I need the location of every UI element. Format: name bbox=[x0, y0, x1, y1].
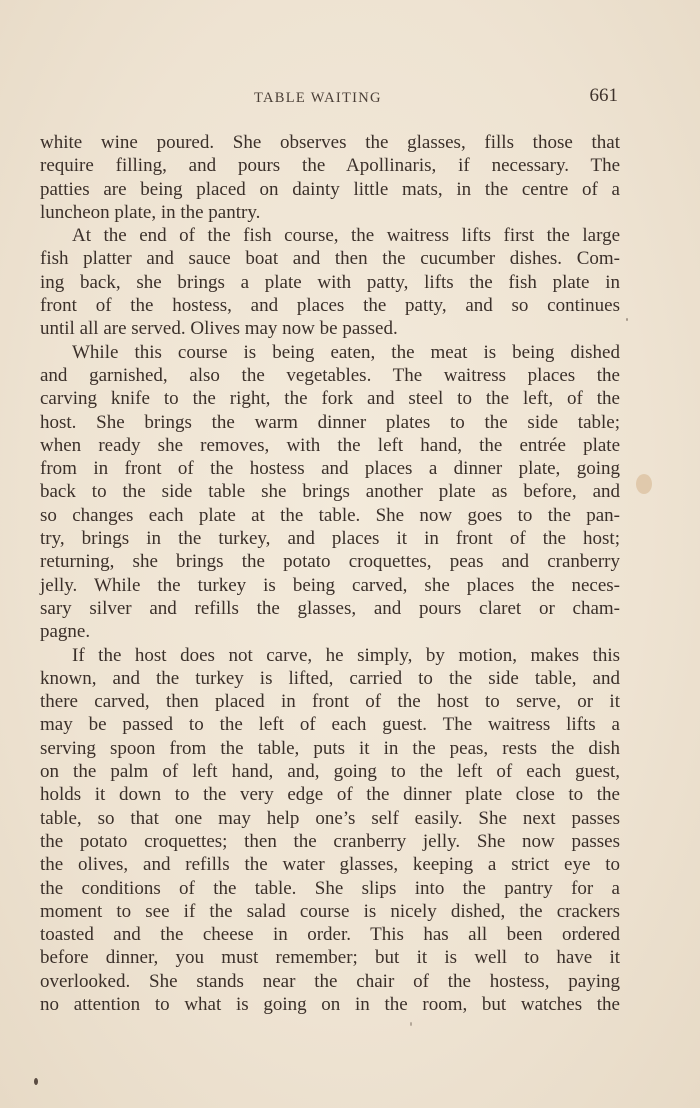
text-line: may be passed to the left of each guest. The waitress lifts a bbox=[40, 714, 620, 736]
text-line: serving spoon from the table, puts it in the peas, rests the dish bbox=[40, 737, 620, 759]
text-line: At the end of the fish course, the waitress lifts first the large bbox=[72, 225, 620, 247]
ink-speck bbox=[626, 318, 628, 321]
text-line: the potato croquettes; then the cranberry jelly. She now passes bbox=[40, 830, 620, 852]
ink-speck bbox=[410, 1022, 412, 1026]
text-line: carving knife to the right, the fork and steel to the left, of the bbox=[40, 388, 620, 410]
text-line: on the palm of left hand, and, going to the left of each guest, bbox=[40, 761, 620, 783]
text-line: and garnished, also the vegetables. The waitress places the bbox=[40, 364, 620, 386]
text-line: host. She brings the warm dinner plates to the side table; bbox=[40, 411, 620, 433]
text-line: While this course is being eaten, the meat is being dished bbox=[72, 341, 620, 363]
text-line: when ready she removes, with the left hand, the entrée plate bbox=[40, 434, 620, 456]
body-text bbox=[40, 131, 620, 1016]
text-line: the olives, and refills the water glasses, keeping a strict eye to bbox=[40, 854, 620, 876]
text-line: white wine poured. She observes the glasses, fills those that bbox=[40, 132, 620, 153]
text-line: jelly. While the turkey is being carved, she places the neces- bbox=[40, 574, 620, 596]
text-line: try, brings in the turkey, and places it in front of the host; bbox=[40, 528, 620, 550]
text-line: overlooked. She stands near the chair of the hostess, paying bbox=[40, 970, 620, 992]
text-line: before dinner, you must remember; but it is well to have it bbox=[40, 947, 620, 969]
text-line: luncheon plate, in the pantry. bbox=[40, 201, 261, 223]
paper-stain bbox=[636, 474, 652, 494]
text-line: toasted and the cheese in order. This has all been ordered bbox=[40, 924, 620, 946]
running-head: TABLE WAITING bbox=[254, 90, 382, 106]
text-line: require filling, and pours the Apollinaris, if necessary. The bbox=[40, 155, 620, 177]
page-number: 661 bbox=[589, 85, 618, 106]
text-line: known, and the turkey is lifted, carried to the side table, and bbox=[40, 667, 620, 689]
text-line: holds it down to the very edge of the dinner plate close to the bbox=[40, 784, 620, 806]
text-line: fish platter and sauce boat and then the cucumber dishes. Com- bbox=[40, 248, 620, 270]
text-line: back to the side table she brings another plate as before, and bbox=[40, 481, 620, 503]
text-line: pagne. bbox=[40, 621, 91, 643]
text-line: sary silver and refills the glasses, and pours claret or cham- bbox=[40, 597, 620, 619]
text-line: the conditions of the table. She slips into the pantry for a bbox=[40, 877, 620, 899]
text-line: there carved, then placed in front of the host to serve, or it bbox=[40, 691, 620, 713]
text-line: moment to see if the salad course is nicely dished, the crackers bbox=[40, 900, 620, 922]
text-line: patties are being placed on dainty little mats, in the centre of a bbox=[40, 178, 620, 200]
text-line: If the host does not carve, he simply, by motion, makes this bbox=[72, 644, 620, 666]
text-line: front of the hostess, and places the patty, and so continues bbox=[40, 295, 620, 317]
text-line: until all are served. Olives may now be passed. bbox=[40, 318, 398, 340]
text-line: from in front of the hostess and places a dinner plate, going bbox=[40, 458, 620, 480]
ink-speck bbox=[34, 1078, 38, 1085]
page-header bbox=[40, 84, 620, 114]
text-line: ing back, she brings a plate with patty, lifts the fish plate in bbox=[40, 271, 620, 293]
text-line: table, so that one may help one’s self easily. She next passes bbox=[40, 807, 620, 829]
text-line: returning, she brings the potato croquettes, peas and cranberry bbox=[40, 551, 620, 573]
text-line: so changes each plate at the table. She now goes to the pan- bbox=[40, 504, 620, 526]
text-line: no attention to what is going on in the room, but watches the bbox=[40, 993, 620, 1015]
